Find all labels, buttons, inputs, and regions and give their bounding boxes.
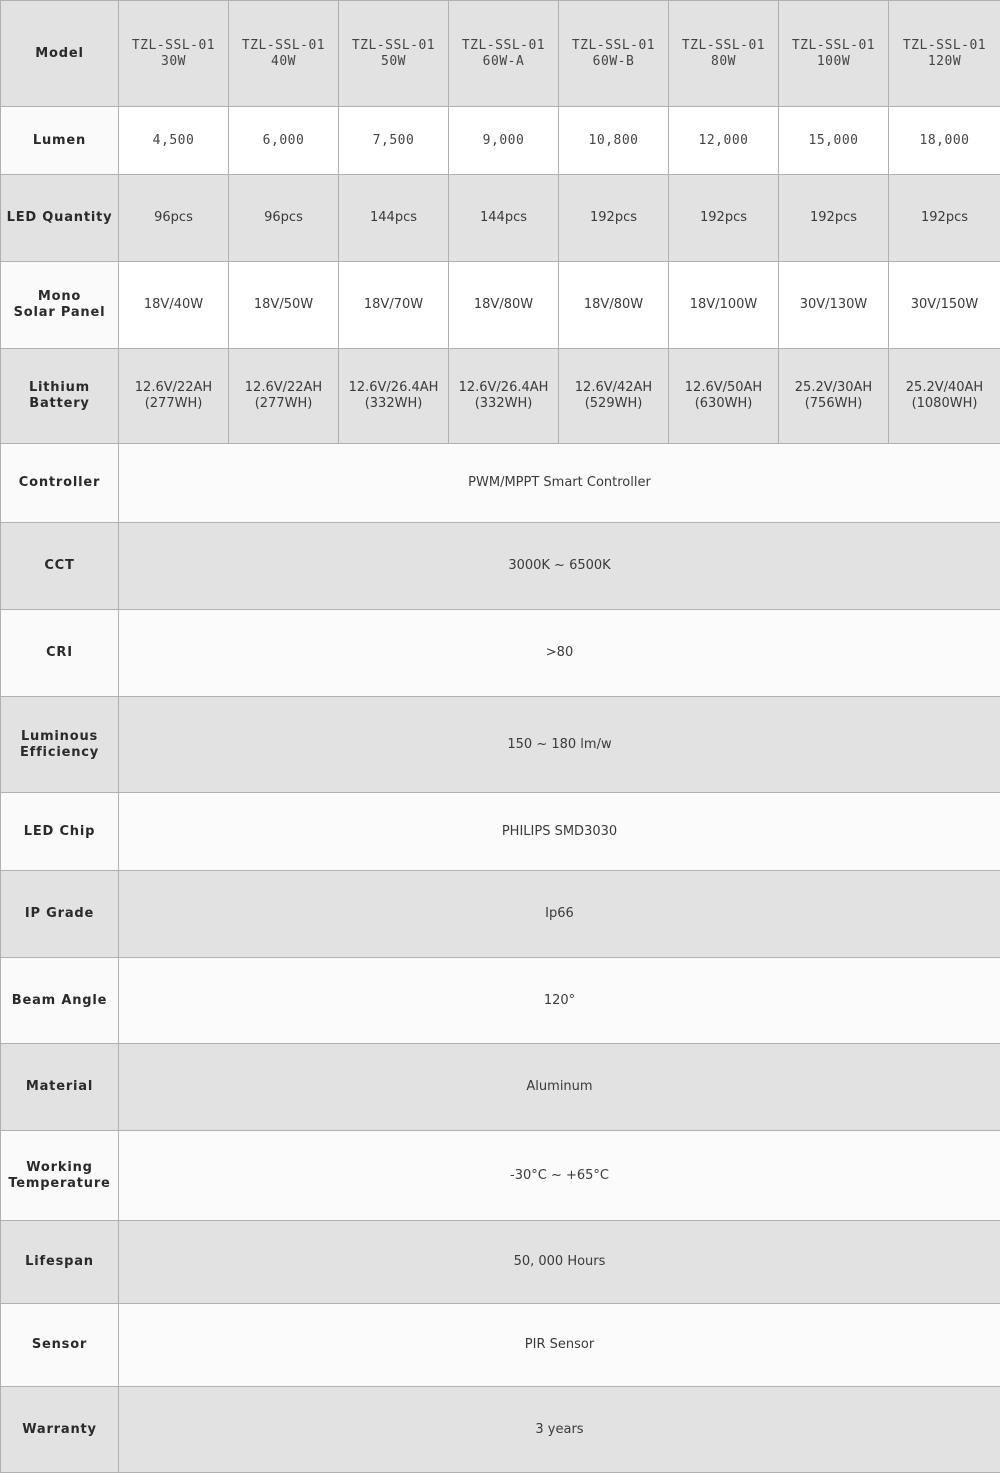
lumen-row — [1, 107, 1000, 175]
lumen-cell: 9,000 — [449, 107, 559, 175]
controller-value: PWM/MPPT Smart Controller — [119, 444, 1000, 523]
cct-row — [1, 523, 1000, 610]
model-cell: TZL-SSL-01 40W — [229, 1, 339, 107]
lumen-cell: 6,000 — [229, 107, 339, 175]
battery-cell: 25.2V/40AH (1080WH) — [889, 349, 1000, 444]
model-cell: TZL-SSL-01 100W — [779, 1, 889, 107]
led-chip-value: PHILIPS SMD3030 — [119, 793, 1000, 871]
battery-cell: 12.6V/22AH (277WH) — [119, 349, 229, 444]
solar-panel-cell: 18V/100W — [669, 262, 779, 349]
beam-angle-row — [1, 958, 1000, 1044]
cri-row — [1, 610, 1000, 697]
luminous-efficiency-header: Luminous Efficiency — [1, 697, 119, 793]
battery-cell: 12.6V/42AH (529WH) — [559, 349, 669, 444]
led-quantity-header: LED Quantity — [1, 175, 119, 262]
led-quantity-cell: 144pcs — [339, 175, 449, 262]
battery-cell: 12.6V/22AH (277WH) — [229, 349, 339, 444]
battery-row — [1, 349, 1000, 444]
sensor-header: Sensor — [1, 1304, 119, 1387]
sensor-row — [1, 1304, 1000, 1387]
solar-panel-cell: 18V/40W — [119, 262, 229, 349]
model-cell: TZL-SSL-01 80W — [669, 1, 779, 107]
solar-panel-cell: 30V/130W — [779, 262, 889, 349]
led-quantity-cell: 192pcs — [669, 175, 779, 262]
warranty-row — [1, 1387, 1000, 1473]
battery-header: Lithium Battery — [1, 349, 119, 444]
luminous-efficiency-value: 150 ~ 180 lm/w — [119, 697, 1000, 793]
cct-value: 3000K ~ 6500K — [119, 523, 1000, 610]
ip-grade-header: IP Grade — [1, 871, 119, 958]
cri-value: >80 — [119, 610, 1000, 697]
working-temperature-header: Working Temperature — [1, 1131, 119, 1221]
sensor-value: PIR Sensor — [119, 1304, 1000, 1387]
led-quantity-row — [1, 175, 1000, 262]
battery-cell: 12.6V/50AH (630WH) — [669, 349, 779, 444]
lifespan-row — [1, 1221, 1000, 1304]
model-cell: TZL-SSL-01 120W — [889, 1, 1000, 107]
lumen-cell: 4,500 — [119, 107, 229, 175]
model-header: Model — [1, 1, 119, 107]
warranty-value: 3 years — [119, 1387, 1000, 1473]
lumen-header: Lumen — [1, 107, 119, 175]
led-quantity-cell: 96pcs — [119, 175, 229, 262]
cct-header: CCT — [1, 523, 119, 610]
solar-panel-cell: 18V/70W — [339, 262, 449, 349]
model-cell: TZL-SSL-01 60W-A — [449, 1, 559, 107]
model-cell: TZL-SSL-01 30W — [119, 1, 229, 107]
lumen-cell: 7,500 — [339, 107, 449, 175]
led-quantity-cell: 192pcs — [559, 175, 669, 262]
battery-cell: 25.2V/30AH (756WH) — [779, 349, 889, 444]
battery-cell: 12.6V/26.4AH (332WH) — [339, 349, 449, 444]
material-value: Aluminum — [119, 1044, 1000, 1131]
led-quantity-cell: 192pcs — [889, 175, 1000, 262]
working-temperature-row — [1, 1131, 1000, 1221]
led-quantity-cell: 96pcs — [229, 175, 339, 262]
solar-panel-header: Mono Solar Panel — [1, 262, 119, 349]
luminous-efficiency-row — [1, 697, 1000, 793]
model-row — [1, 1, 1000, 107]
solar-panel-cell: 18V/80W — [449, 262, 559, 349]
ip-grade-value: Ip66 — [119, 871, 1000, 958]
battery-cell: 12.6V/26.4AH (332WH) — [449, 349, 559, 444]
lumen-cell: 12,000 — [669, 107, 779, 175]
led-quantity-cell: 144pcs — [449, 175, 559, 262]
led-quantity-cell: 192pcs — [779, 175, 889, 262]
lumen-cell: 10,800 — [559, 107, 669, 175]
led-chip-header: LED Chip — [1, 793, 119, 871]
beam-angle-value: 120° — [119, 958, 1000, 1044]
solar-panel-cell: 18V/50W — [229, 262, 339, 349]
warranty-header: Warranty — [1, 1387, 119, 1473]
material-row — [1, 1044, 1000, 1131]
model-cell: TZL-SSL-01 50W — [339, 1, 449, 107]
ip-grade-row — [1, 871, 1000, 958]
beam-angle-header: Beam Angle — [1, 958, 119, 1044]
lifespan-value: 50, 000 Hours — [119, 1221, 1000, 1304]
solar-panel-cell: 30V/150W — [889, 262, 1000, 349]
model-cell: TZL-SSL-01 60W-B — [559, 1, 669, 107]
cri-header: CRI — [1, 610, 119, 697]
led-chip-row — [1, 793, 1000, 871]
solar-panel-cell: 18V/80W — [559, 262, 669, 349]
lifespan-header: Lifespan — [1, 1221, 119, 1304]
material-header: Material — [1, 1044, 119, 1131]
solar-panel-row — [1, 262, 1000, 349]
working-temperature-value: -30°C ~ +65°C — [119, 1131, 1000, 1221]
lumen-cell: 15,000 — [779, 107, 889, 175]
controller-row — [1, 444, 1000, 523]
lumen-cell: 18,000 — [889, 107, 1000, 175]
controller-header: Controller — [1, 444, 119, 523]
